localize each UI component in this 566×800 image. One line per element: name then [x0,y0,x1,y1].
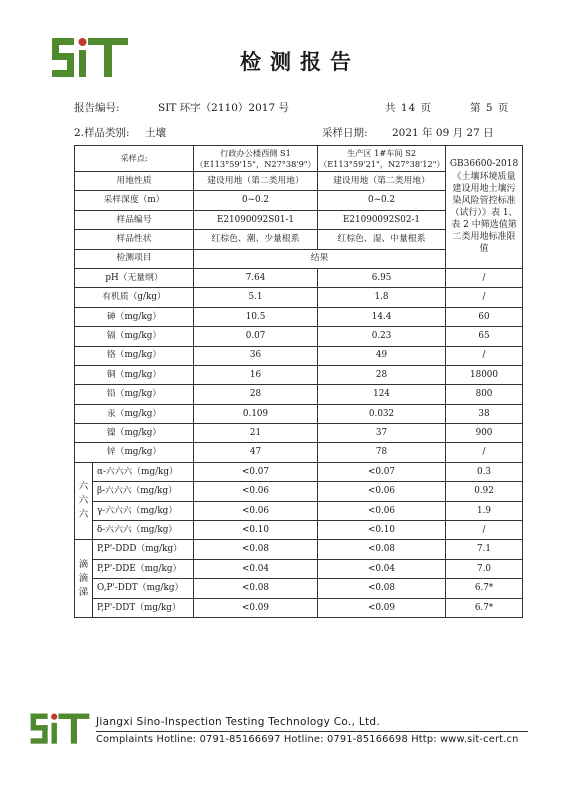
table-row [75,404,523,423]
s1-value: 建设用地（第二类用地） [194,172,318,191]
s1-result: 47 [194,443,318,462]
test-item: γ-六六六（mg/kg） [93,501,194,520]
standard-limit: 60 [446,307,523,326]
test-item: pH（无量纲） [75,268,194,287]
report-number-label: 报告编号: [74,102,120,114]
s2-result: 78 [318,443,446,462]
s1-result: <0.04 [194,559,318,578]
row-label: 采样深度（m） [75,191,194,210]
s1-result: 0.07 [194,327,318,346]
s2-result: <0.04 [318,559,446,578]
s2-result: 49 [318,346,446,365]
test-item: 汞（mg/kg） [75,404,194,423]
s2-value: 建设用地（第二类用地） [318,172,446,191]
standard-limit: 38 [446,404,523,423]
group-label-ddt: 滴 滴 涕 [75,540,93,618]
table-row [75,598,523,617]
s2-result: <0.07 [318,462,446,481]
table-row [75,346,523,365]
row-label: 样品性状 [75,230,194,249]
sit-logo-footer [30,712,90,746]
standard-limit: / [446,521,523,540]
s1-result: <0.07 [194,462,318,481]
standard-limit: 800 [446,385,523,404]
s2-result: <0.10 [318,521,446,540]
report-title: 检测报告 [240,49,360,74]
standard-limit: 0.3 [446,462,523,481]
s1-result: 7.64 [194,268,318,287]
sample-type: 土壤 [145,127,166,139]
standard-limit: / [446,288,523,307]
standard-limit: 7.1 [446,540,523,559]
test-item: 铜（mg/kg） [75,365,194,384]
s2-result: 37 [318,424,446,443]
test-item: 镍（mg/kg） [75,424,194,443]
s1-result: 10.5 [194,307,318,326]
standard-limit: 1.9 [446,501,523,520]
table-row [75,501,523,520]
table-row [75,482,523,501]
sampling-point-label: 采样点: [75,146,194,172]
footer-contacts: Complaints Hotline: 0791-85166697 Hotline: 0791-85166698 Http: www.sit-cert.cn [96,734,519,745]
s1-result: <0.09 [194,598,318,617]
test-item: 砷（mg/kg） [75,307,194,326]
s1-result: <0.08 [194,540,318,559]
s2-header: 生产区 1#车间 S2 （E113°59'21"，N27°38'12"） [318,146,446,172]
footer-divider [96,731,528,732]
sampling-date: 2021 年 09 月 27 日 [392,127,494,139]
item-header-label: 检测项目 [75,249,194,268]
table-row [75,443,523,462]
test-item: P,P'-DDT（mg/kg） [93,598,194,617]
s1-result: 5.1 [194,288,318,307]
test-item: α-六六六（mg/kg） [93,462,194,481]
s2-result: 14.4 [318,307,446,326]
s2-result: <0.06 [318,501,446,520]
test-item: 锌（mg/kg） [75,443,194,462]
sample-type-label: 2.样品类别: [74,127,130,139]
standard-limit: 6.7* [446,598,523,617]
s1-result: 28 [194,385,318,404]
table-row [75,462,523,481]
s1-result: <0.06 [194,482,318,501]
standard-limit: 0.92 [446,482,523,501]
test-item: O,P'-DDT（mg/kg） [93,579,194,598]
s1-result: <0.08 [194,579,318,598]
standard-limit: / [446,346,523,365]
standard-limit: 7.0 [446,559,523,578]
s1-result: 16 [194,365,318,384]
s1-result: 0.109 [194,404,318,423]
table-row [75,540,523,559]
s1-value: 0~0.2 [194,191,318,210]
standard-reference: GB36600-2018《土壤环境质量 建设用地土壤污染风险管控标准（试行）》表 1、表 2 中筛选值第二类用地标准限值 [446,146,523,269]
s1-result: <0.06 [194,501,318,520]
s2-value: 红棕色、湿、中量根系 [318,230,446,249]
table-row-sampling-point [75,146,523,172]
page-number: 第 5 页 [470,102,510,114]
s1-result: 21 [194,424,318,443]
s2-result: <0.06 [318,482,446,501]
s2-result: 28 [318,365,446,384]
standard-limit: 65 [446,327,523,346]
table-row [75,559,523,578]
table-row [75,385,523,404]
table-row [75,307,523,326]
table-row [75,327,523,346]
s1-result: <0.10 [194,521,318,540]
s2-value: 0~0.2 [318,191,446,210]
sampling-date-label: 采样日期: [322,127,368,139]
test-item: 铅（mg/kg） [75,385,194,404]
table-row [75,579,523,598]
standard-limit: / [446,443,523,462]
standard-limit: / [446,268,523,287]
test-item: 有机质（g/kg） [75,288,194,307]
s2-result: 124 [318,385,446,404]
s1-header: 行政办公楼西侧 S1 （E113°59'15"，N27°38'9"） [194,146,318,172]
standard-limit: 18000 [446,365,523,384]
table-row [75,424,523,443]
test-item: 铬（mg/kg） [75,346,194,365]
s1-result: 36 [194,346,318,365]
s2-result: <0.09 [318,598,446,617]
s2-result: 0.23 [318,327,446,346]
s2-result: <0.08 [318,579,446,598]
sit-logo [52,36,128,80]
standard-limit: 6.7* [446,579,523,598]
company-name: Jiangxi Sino-Inspection Testing Technology Co., Ltd. [96,716,381,728]
row-label: 用地性质 [75,172,194,191]
total-pages: 共 14 页 [385,102,433,114]
s2-result: 0.032 [318,404,446,423]
standard-limit: 900 [446,424,523,443]
row-label: 样品编号 [75,210,194,229]
results-table [74,145,523,618]
test-item: P,P'-DDD（mg/kg） [93,540,194,559]
s1-value: E21090092S01-1 [194,210,318,229]
report-number: SIT 环字（2110）2017 号 [158,102,289,114]
s2-result: 6.95 [318,268,446,287]
s2-result: 1.8 [318,288,446,307]
table-row [75,521,523,540]
result-header: 结果 [194,249,446,268]
table-row [75,365,523,384]
table-row [75,288,523,307]
s2-value: E21090092S02-1 [318,210,446,229]
test-item: 镉（mg/kg） [75,327,194,346]
table-row [75,268,523,287]
group-label-hch: 六 六 六 [75,462,93,540]
s2-result: <0.08 [318,540,446,559]
test-item: δ-六六六（mg/kg） [93,521,194,540]
test-item: β-六六六（mg/kg） [93,482,194,501]
test-item: P,P'-DDE（mg/kg） [93,559,194,578]
s1-value: 红棕色、潮、少量根系 [194,230,318,249]
